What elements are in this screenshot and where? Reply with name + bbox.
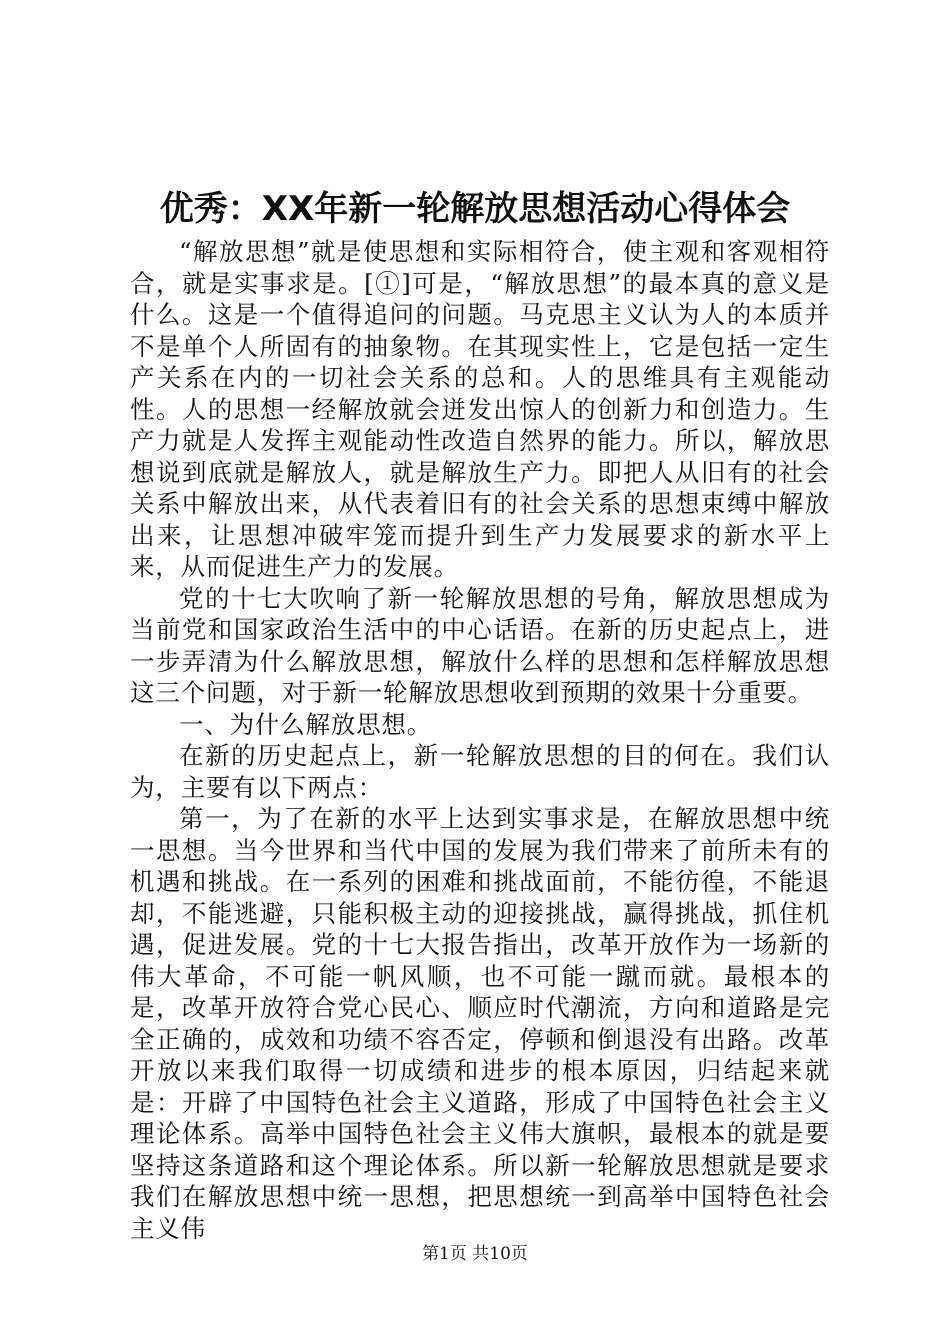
paragraph: 在新的历史起点上，新一轮解放思想的目的何在。我们认为，主要有以下两点：	[130, 741, 830, 802]
paragraph: 第一，为了在新的水平上达到实事求是，在解放思想中统一思想。当今世界和当代中国的发展为我们带来了前所未有的机遇和挑战。在一系列的困难和挑战面前，不能彷徨，不能退却，不能逃避，只能积极主动的迎接挑战，赢得挑战，抓住机遇，促进发展。党的十七大报告指出，改革开放作为一场新的伟大革命，不可能一帆风顺，也不可能一蹴而就。最根本的是，改革开放符合党心民心、顺应时代潮流，方向和道路是完全正确的，成效和功绩不容否定，停顿和倒退没有出路。改革开放以来我们取得一切成绩和进步的根本原因，归结起来就是：开辟了中国特色社会主义道路，形成了中国特色社会主义理论体系。高举中国特色社会主义伟大旗帜，最根本的就是要坚持这条道路和这个理论体系。所以新一轮解放思想就是要求我们在解放思想中统一思想，把思想统一到高举中国特色社会主义伟	[130, 804, 830, 1243]
document-title: 优秀：XX年新一轮解放思想活动心得体会	[159, 189, 791, 229]
section-heading: 一、为什么解放思想。	[179, 709, 432, 739]
document-body	[130, 236, 830, 1244]
page-number-footer: 第1页 共10页	[422, 1244, 528, 1264]
paragraph: 党的十七大吹响了新一轮解放思想的号角，解放思想成为当前党和国家政治生活中的中心话语。在新的历史起点上，进一步弄清为什么解放思想，解放什么样的思想和怎样解放思想这三个问题，对于新一轮解放思想收到预期的效果十分重要。	[130, 583, 830, 707]
paragraph: “解放思想”就是使思想和实际相符合，使主观和客观相符合，就是实事求是。[①]可是，“解放思想”的最本真的意义是什么。这是一个值得追问的问题。马克思主义认为人的本质并不是单个人所固有的抽象物。在其现实性上，它是包括一定生产关系在内的一切社会关系的总和。人的思维具有主观能动性。人的思想一经解放就会迸发出惊人的创新力和创造力。生产力就是人发挥主观能动性改造自然界的能力。所以，解放思想说到底就是解放人，就是解放生产力。即把人从旧有的社会关系中解放出来，从代表着旧有的社会关系的思想束缚中解放出来，让思想冲破牢笼而提升到生产力发展要求的新水平上来，从而促进生产力的发展。	[130, 237, 830, 581]
